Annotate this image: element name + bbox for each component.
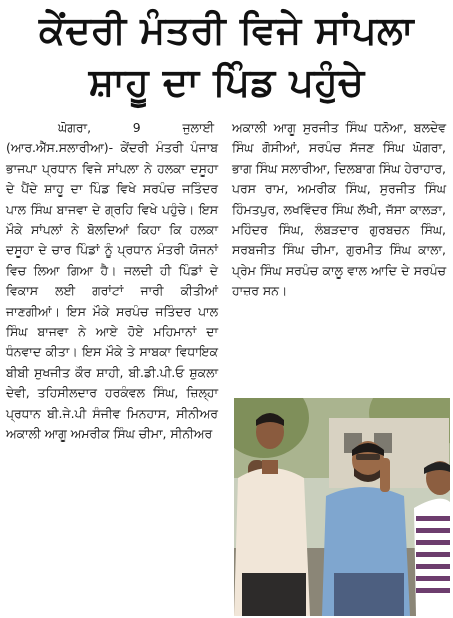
headline-line-1: ਕੇਂਦਰੀ ਮੰਤਰੀ ਵਿਜੇ ਸਾਂਪਲਾ xyxy=(38,8,415,52)
headline xyxy=(0,4,453,108)
dateline-place: ਘੋਗਰਾ, xyxy=(58,120,92,135)
headline-line-2: ਸ਼ਾਹੂ ਦਾ ਪਿੰਡ ਪਹੁੰਚੇ xyxy=(88,60,365,104)
dateline-day: 9 xyxy=(132,120,141,135)
article-text-left: ਕੇਂਦਰੀ ਮੰਤਰੀ ਪੰਜਾਬ ਭਾਜਪਾ ਪ੍ਰਧਾਨ ਵਿਜੇ ਸਾਂਪਲਾ ਨੇ ਹਲਕਾ ਦਸੂਹਾ ਦੇ ਪੈਂਦੇ ਸ਼ਾਹੂ ਦਾ ਪਿੰਡ ਵਿਖੇ ਸਰਪੰਚ ਜਤਿੰਦਰ ਪਾਲ ਸਿੰਘ ਬਾਜਵਾ ਦੇ ਗ੍ਰਹਿ ਵਿਖੇ ਪਹੁੰਚੇ। ਇਸ ਮੌਕੇ ਸਾਂਪਲਾਂ ਨੇ ਬੋਲਦਿਆਂ ਕਿਹਾ ਕਿ ਹਲਕਾ ਦਸੂਹਾ ਦੇ ਚਾਰ ਪਿੰਡਾਂ ਨੂੰ ਪ੍ਰਧਾਨ ਮੰਤਰੀ ਯੋਜਨਾਂ ਵਿਚ ਲਿਆ ਗਿਆ ਹੈ। ਜਲਦੀ ਹੀ ਪਿੰਡਾਂ ਦੇ ਵਿਕਾਸ ਲਈ ਗਰਾਂਟਾਂ ਜਾਰੀ ਕੀਤੀਆਂ ਜਾਣਗੀਆਂ। ਇਸ ਮੌਕੇ ਸਰਪੰਚ ਜਤਿੰਦਰ ਪਾਲ ਸਿੰਘ ਬਾਜਵਾ ਨੇ ਆਏ ਹੋਏ ਮਹਿਮਾਨਾਂ ਦਾ ਧੰਨਵਾਦ ਕੀਤਾ। ਇਸ ਮੌਕੇ ਤੇ ਸਾਬਕਾ ਵਿਧਾਇਕ ਬੀਬੀ ਸੁਖਜੀਤ ਕੌਰ ਸ਼ਾਹੀ, ਬੀ.ਡੀ.ਪੀ.ਓ ਸ਼ੁਕਲਾ ਦੇਵੀ, ਤਹਿਸੀਲਦਾਰ ਹਰਕੰਵਲ ਸਿੰਘ, ਜ਼ਿਲ੍ਹਾ ਪ੍ਰਧਾਨ ਬੀ.ਜੇ.ਪੀ ਸੰਜੀਵ ਮਿਨਹਾਸ, ਸੀਨੀਅਰ ਅਕਾਲੀ ਆਗੂ ਅਮਰੀਕ ਸਿੰਘ ਚੀਮਾ, ਸੀਨੀਅਰ xyxy=(6,140,218,442)
news-photo xyxy=(234,398,450,616)
article-text-right: ਅਕਾਲੀ ਆਗੂ ਸੁਰਜੀਤ ਸਿੰਘ ਧਨੋਆ, ਬਲਦੇਵ ਸਿੰਘ ਗੋਸੀਆਂ, ਸਰਪੰਚ ਸੱਜਣ ਸਿੰਘ ਘੋਗਰਾ, ਭਾਗ ਸਿੰਘ ਸਲਾਰੀਆ, ਦਿਲਬਾਗ ਸਿੰਘ ਹੇਰਾਹਾਰ, ਪਰਸ ਰਾਮ, ਅਮਰੀਕ ਸਿੰਘ, ਸੁਰਜੀਤ ਸਿੰਘ ਹਿੰਮਤਪੁਰ, ਲਖਵਿੰਦਰ ਸਿੰਘ ਲੱਖੀ, ਜੱਸਾ ਕਾਲੜਾ, ਮਹਿੰਦਰ ਸਿੰਘ, ਲੰਬੜਦਾਰ ਗੁਰਬਚਨ ਸਿੰਘ, ਸਰਬਜੀਤ ਸਿੰਘ ਚੀਮਾ, ਗੁਰਮੀਤ ਸਿੰਘ ਕਾਲਾ, ਪ੍ਰੇਮ ਸਿੰਘ ਸਰਪੰਚ ਕਾਲੂ ਵਾਲ ਆਦਿ ਦੇ ਸਰਪੰਚ ਹਾਜ਼ਰ ਸਨ। xyxy=(232,120,446,299)
article-column-right xyxy=(232,118,446,302)
article-body-left xyxy=(6,138,218,444)
dateline-month: ਜੁਲਾਈ xyxy=(182,120,214,135)
news-photo-graphic xyxy=(234,398,450,616)
byline: (ਆਰ.ਐੱਸ.ਸਲਾਰੀਆ)- xyxy=(6,140,114,156)
article-column-left xyxy=(6,118,218,445)
dateline xyxy=(6,118,218,138)
